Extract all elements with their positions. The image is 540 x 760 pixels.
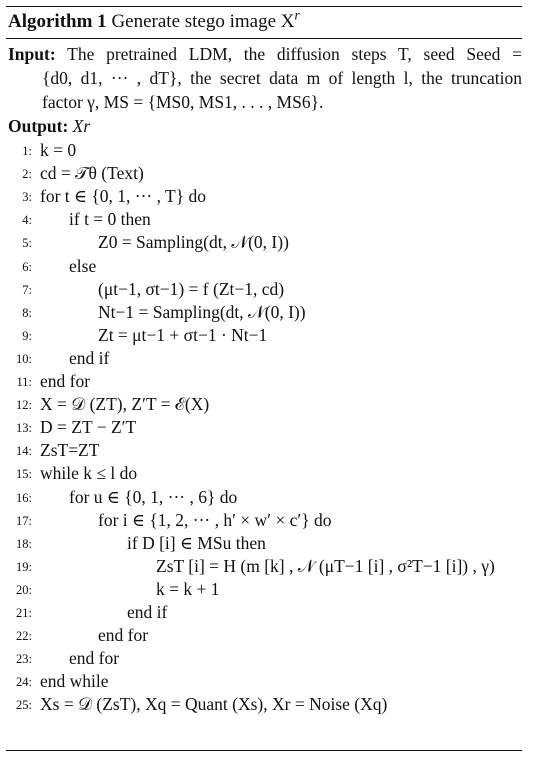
output-keyword: Output: xyxy=(8,116,69,136)
line-number: 25: xyxy=(16,698,32,713)
line-code: Xs = 𝒟 (ZsT), Xq = Quant (Xs), Xr = Noise (Xq) xyxy=(40,694,388,715)
input-keyword: Input: xyxy=(8,44,56,64)
algorithm-line xyxy=(0,486,540,509)
algorithm-line xyxy=(0,532,540,555)
input-line-2: {d0, d1, ··· , dT}, the secret data m of length l, the truncation xyxy=(42,68,522,88)
line-number: 13: xyxy=(16,421,32,436)
line-number: 16: xyxy=(16,490,32,505)
line-code: ZsT=ZT xyxy=(40,440,100,461)
algorithm-line xyxy=(0,255,540,278)
line-number: 7: xyxy=(22,282,32,297)
algorithm-line xyxy=(0,462,540,485)
algorithm-line xyxy=(0,555,540,578)
line-number: 23: xyxy=(16,652,32,667)
line-code: else xyxy=(69,255,97,276)
algorithm-line xyxy=(0,693,540,716)
algorithm-line xyxy=(0,509,540,532)
line-code: while k ≤ l do xyxy=(40,463,138,484)
line-code: cd = 𝒯θ (Text) xyxy=(40,163,144,184)
algorithm-line xyxy=(0,301,540,324)
algorithm-line xyxy=(0,624,540,647)
output-line xyxy=(8,114,90,138)
line-number: 6: xyxy=(22,259,32,274)
algorithm-line xyxy=(0,647,540,670)
input-text-1: The pretrained LDM, the diffusion steps T, seed Seed = xyxy=(67,44,523,64)
line-number: 15: xyxy=(16,467,32,482)
line-code: for i ∈ {1, 2, ··· , h′ × w′ × c′} do xyxy=(98,509,332,530)
line-number: 8: xyxy=(22,305,32,320)
line-code: for u ∈ {0, 1, ··· , 6} do xyxy=(69,486,238,507)
line-code: k = 0 xyxy=(40,140,77,160)
line-number: 17: xyxy=(16,513,32,528)
algorithm-line xyxy=(0,139,540,162)
caption-rule xyxy=(6,38,522,39)
line-code: end for xyxy=(98,625,149,646)
line-number: 4: xyxy=(22,213,32,228)
line-number: 18: xyxy=(16,536,32,551)
line-number: 11: xyxy=(16,375,32,389)
line-number: 21: xyxy=(16,606,32,620)
output-value: Xr xyxy=(72,116,91,136)
line-number: 2: xyxy=(22,167,32,182)
line-code: end if xyxy=(127,602,168,622)
line-number: 5: xyxy=(22,236,32,251)
bottom-rule xyxy=(6,750,522,751)
line-code: Nt−1 = Sampling(dt, 𝒩(0, I)) xyxy=(98,301,306,322)
line-number: 9: xyxy=(22,328,32,343)
algorithm-line xyxy=(0,231,540,254)
algorithm-line xyxy=(0,439,540,462)
line-code: ZsT [i] = H (m [k] , 𝒩 (μT−1 [i] , σ²T−1 [i]) , γ) xyxy=(156,555,495,576)
line-code: k = k + 1 xyxy=(156,578,220,599)
algorithm-line xyxy=(0,370,540,393)
line-code: end for xyxy=(40,371,91,391)
line-code: end if xyxy=(69,347,110,368)
line-code: Zt = μt−1 + σt−1 · Nt−1 xyxy=(98,324,268,345)
line-number: 22: xyxy=(16,629,32,644)
line-number: 10: xyxy=(16,351,32,366)
input-line-3: factor γ, MS = {MS0, MS1, . . . , MS6}. xyxy=(42,92,324,112)
algorithm-line xyxy=(0,416,540,439)
algorithm-line xyxy=(0,162,540,185)
line-number: 14: xyxy=(16,444,32,459)
line-number: 19: xyxy=(16,559,32,574)
line-code: end for xyxy=(69,648,120,669)
line-code: for t ∈ {0, 1, ··· , T} do xyxy=(40,186,207,207)
algorithm-line xyxy=(0,208,540,231)
input-block xyxy=(8,42,522,114)
algorithm-line xyxy=(0,185,540,208)
line-code: Z0 = Sampling(dt, 𝒩(0, I)) xyxy=(98,232,289,253)
algorithm-line xyxy=(0,324,540,347)
line-code: end while xyxy=(40,671,109,692)
line-code: if t = 0 then xyxy=(69,209,151,230)
input-line-1 xyxy=(8,42,522,66)
algorithm-caption xyxy=(8,9,300,35)
top-rule xyxy=(6,6,522,7)
algorithm-line xyxy=(0,278,540,301)
algorithm-line xyxy=(0,601,540,624)
algorithm-title: Generate stego image X xyxy=(111,11,295,32)
algorithm-line xyxy=(0,670,540,693)
algorithm-line xyxy=(0,393,540,416)
line-code: D = ZT − Z′T xyxy=(40,417,137,438)
line-number: 20: xyxy=(16,582,32,597)
algorithm-line xyxy=(0,578,540,601)
line-code: if D [i] ∈ MSu then xyxy=(127,532,266,553)
line-number: 1: xyxy=(22,144,32,158)
algorithm-line xyxy=(0,347,540,370)
algorithm-label: Algorithm 1 xyxy=(8,11,107,32)
algorithm-title-sup: r xyxy=(294,7,300,23)
line-number: 12: xyxy=(16,398,32,413)
line-code: (μt−1, σt−1) = f (Zt−1, cd) xyxy=(98,278,285,299)
line-code: X = 𝒟 (ZT), Z′T = ℰ(X) xyxy=(40,394,210,415)
line-number: 3: xyxy=(22,190,32,205)
line-number: 24: xyxy=(16,675,32,690)
